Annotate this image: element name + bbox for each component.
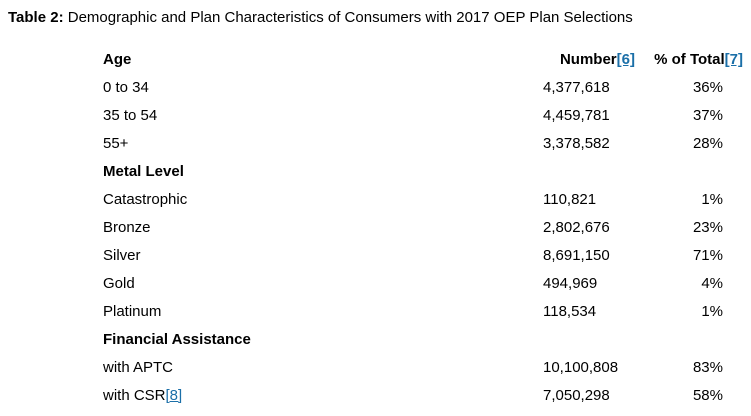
percent-value: 58%	[692, 387, 723, 404]
row-label: Catastrophic	[103, 191, 188, 208]
number-value	[543, 326, 643, 354]
row-label: Gold	[103, 275, 135, 292]
footnote-link-6[interactable]: [6]	[616, 51, 635, 68]
row-label: Bronze	[103, 219, 151, 236]
row-label: Platinum	[103, 303, 162, 320]
percent-value	[643, 326, 743, 354]
table-row	[103, 382, 743, 410]
row-label: 0 to 34	[103, 79, 149, 96]
column-header-percent-of-total: % of Total[7]	[654, 51, 743, 68]
percent-value: 1%	[701, 191, 723, 208]
percent-value: 37%	[692, 107, 723, 124]
row-label: Financial Assistance	[103, 331, 251, 348]
table-section-row	[103, 326, 743, 354]
percent-value: 71%	[692, 247, 723, 264]
table-section-row	[103, 158, 743, 186]
percent-value: 4%	[701, 275, 723, 292]
percent-value: 83%	[692, 359, 723, 376]
row-label: 35 to 54	[103, 107, 158, 124]
row-label: Metal Level	[103, 163, 184, 180]
percent-value: 1%	[701, 303, 723, 320]
number-value: 4,459,781	[543, 107, 610, 124]
number-value: 110,821	[543, 191, 597, 208]
row-label: with APTC	[103, 359, 174, 376]
table-row	[103, 130, 743, 158]
table-row	[103, 298, 743, 326]
table-title	[8, 8, 633, 28]
row-label: Silver	[103, 247, 141, 264]
table-row	[103, 242, 743, 270]
table-row	[103, 270, 743, 298]
number-value: 118,534	[543, 303, 597, 320]
number-value: 10,100,808	[543, 359, 619, 376]
table-title-text: Demographic and Plan Characteristics of Consumers with 2017 OEP Plan Selections	[67, 9, 633, 26]
column-header-number: Number[6]	[559, 51, 635, 68]
number-value: 7,050,298	[543, 387, 610, 404]
table-row	[103, 214, 743, 242]
percent-value: 28%	[692, 135, 723, 152]
number-value: 4,377,618	[543, 79, 610, 96]
table-header-row	[103, 46, 743, 74]
table-row	[103, 186, 743, 214]
column-header-age: Age	[103, 51, 132, 68]
percent-value: 36%	[692, 79, 723, 96]
number-value	[543, 158, 643, 186]
table-title-label: Table 2:	[8, 9, 64, 26]
number-value: 8,691,150	[543, 247, 610, 264]
row-label: 55+	[103, 135, 129, 152]
footnote-link-8[interactable]: [8]	[165, 387, 183, 404]
demographics-table	[103, 46, 743, 410]
percent-value: 23%	[692, 219, 723, 236]
table-row	[103, 102, 743, 130]
number-value: 494,969	[543, 275, 598, 292]
percent-value	[643, 158, 743, 186]
number-value: 2,802,676	[543, 219, 610, 236]
footnote-link-7[interactable]: [7]	[724, 51, 743, 68]
table-row	[103, 354, 743, 382]
number-value: 3,378,582	[543, 135, 610, 152]
table-row	[103, 74, 743, 102]
row-label: with CSR[8]	[103, 387, 183, 404]
